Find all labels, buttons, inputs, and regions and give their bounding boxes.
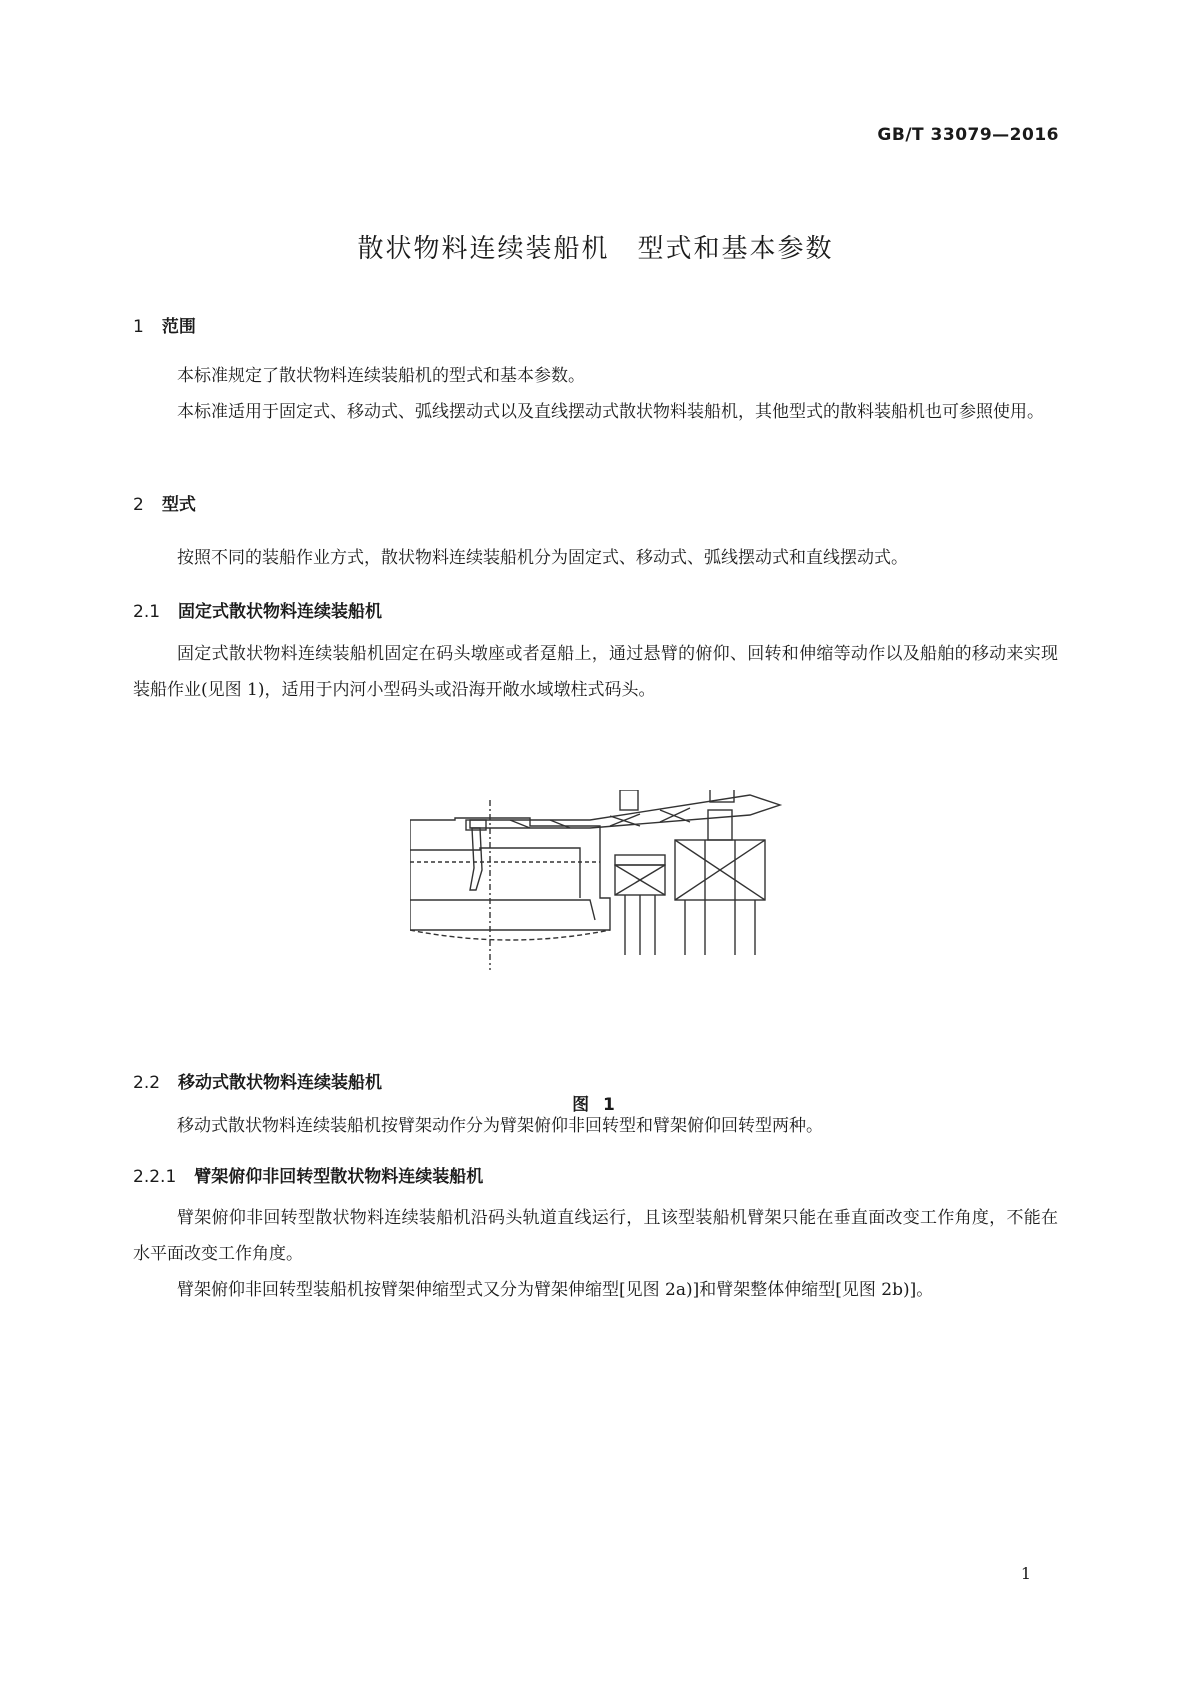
section-title: 移动式散状物料连续装船机 bbox=[178, 1073, 383, 1093]
section-title: 固定式散状物料连续装船机 bbox=[178, 602, 383, 622]
section-2-heading bbox=[133, 490, 196, 515]
section-1-paragraph-2: 本标准适用于固定式、移动式、弧线摆动式以及直线摆动式散状物料装船机，其他型式的散料装船机也可参照使用。 bbox=[177, 402, 1044, 422]
section-title: 范围 bbox=[161, 317, 196, 337]
section-2-1-heading bbox=[133, 597, 382, 622]
section-title: 臂架俯仰非回转型散状物料连续装船机 bbox=[194, 1167, 484, 1187]
section-2-paragraph-1: 按照不同的装船作业方式，散状物料连续装船机分为固定式、移动式、弧线摆动式和直线摆动式。 bbox=[177, 548, 908, 568]
page-number: 1 bbox=[1020, 1564, 1031, 1583]
section-number: 2 bbox=[133, 495, 144, 515]
figure-1-caption: 图 1 bbox=[572, 1095, 619, 1115]
section-1-paragraph-1: 本标准规定了散状物料连续装船机的型式和基本参数。 bbox=[177, 366, 585, 386]
section-1-heading bbox=[133, 312, 196, 337]
section-2-2-1-paragraph-1: 臂架俯仰非回转型散状物料连续装船机沿码头轨道直线运行，且该型装船机臂架只能在垂直面改变工作角度，不能在水平面改变工作角度。 bbox=[133, 1208, 1058, 1264]
section-number: 2.1 bbox=[133, 602, 161, 622]
section-2-1-paragraph-1: 固定式散状物料连续装船机固定在码头墩座或者趸船上，通过悬臂的俯仰、回转和伸缩等动作以及船舶的移动来实现装船作业(见图 1)，适用于内河小型码头或沿海开敞水域墩柱式码头。 bbox=[133, 644, 1058, 700]
document-title: 散状物料连续装船机 型式和基本参数 bbox=[357, 234, 834, 264]
section-number: 1 bbox=[133, 317, 144, 337]
section-title: 型式 bbox=[161, 495, 196, 515]
figure-1-ship-loader-drawing bbox=[410, 790, 810, 1030]
section-number: 2.2.1 bbox=[133, 1167, 177, 1187]
standard-code: GB/T 33079—2016 bbox=[877, 125, 1059, 145]
section-2-2-1-paragraph-2: 臂架俯仰非回转型装船机按臂架伸缩型式又分为臂架伸缩型[见图 2a)]和臂架整体伸缩型[见图 2b)]。 bbox=[177, 1280, 934, 1300]
section-number: 2.2 bbox=[133, 1073, 161, 1093]
section-2-2-paragraph-1: 移动式散状物料连续装船机按臂架动作分为臂架俯仰非回转型和臂架俯仰回转型两种。 bbox=[177, 1116, 823, 1136]
section-2-2-heading bbox=[133, 1068, 382, 1093]
section-2-2-1-heading bbox=[133, 1162, 483, 1187]
